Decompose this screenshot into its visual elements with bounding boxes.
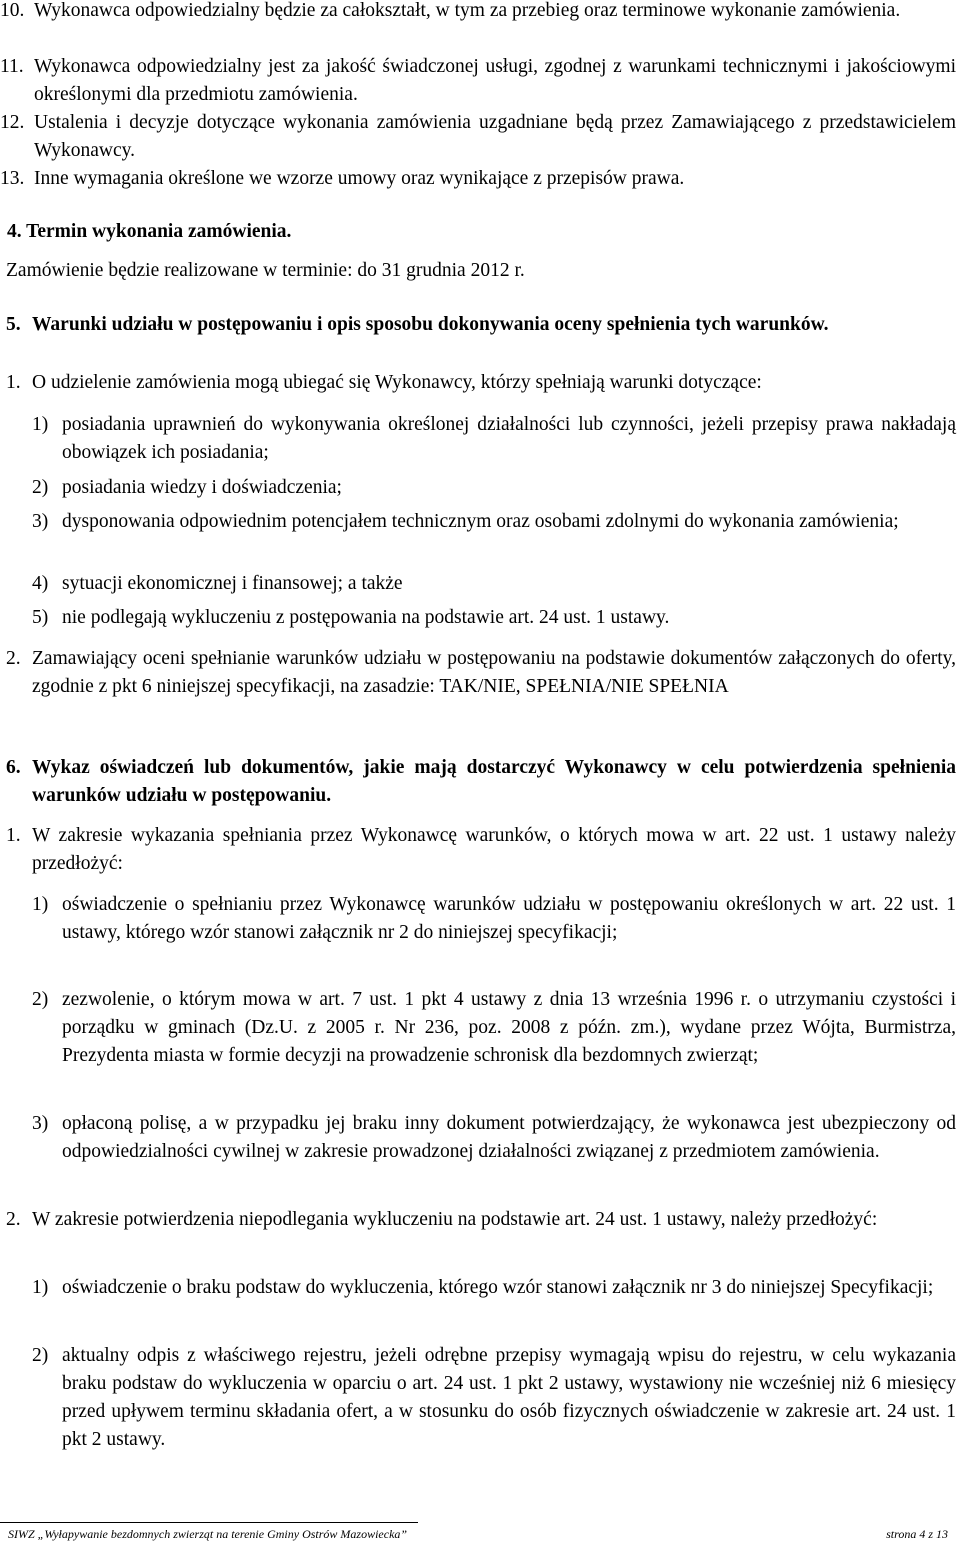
page-footer [8,1526,948,1542]
list-item-number: 1) [32,894,49,915]
footer-divider [0,1522,418,1523]
list-item [32,570,956,598]
paragraph-text: Zamawiający oceni spełnianie warunków udziału w postępowaniu na podstawie dokumentów załączonych do oferty, zgodnie z pkt 6 niniejszej specyfikacji, na zasadzie: TAK/NIE, SPEŁNIA/NIE SPEŁNIA [32,648,956,697]
list-item-text: Wykonawca odpowiedzialny jest za jakość świadczonej usługi, zgodnej z warunkami technicznymi i jakościowymi określonymi dla przedmiotu zamówienia. [34,56,956,105]
list-item-number: 3) [32,1113,49,1134]
paragraph-number: 1. [6,372,21,393]
paragraph-text: O udzielenie zamówienia mogą ubiegać się Wykonawcy, którzy spełniają warunki dotyczące: [32,372,762,393]
section-5-title: Warunki udziału w postępowaniu i opis sposobu dokonywania oceny spełnienia tych warunków. [32,314,829,335]
list-item-text: Ustalenia i decyzje dotyczące wykonania zamówienia uzgadniane będą przez Zamawiającego z przedstawicielem Wykonawcy. [34,112,956,161]
list-item-number: 5) [32,607,49,628]
list-item-number: 4) [32,573,49,594]
list-item-text: zezwolenie, o którym mowa w art. 7 ust. 1 pkt 4 ustawy z dnia 13 września 1996 r. o utrzymaniu czystości i porządku w gminach (Dz.U. z 2005 r. Nr 236, poz. 2008 z późn. zm.), wydane przez Wójta, Burmistrza, Prezydenta miasta w formie decyzji na prowadzenie schronisk dla bezdomnych zwierząt; [62,989,956,1066]
section-6-title: Wykaz oświadczeń lub dokumentów, jakie mają dostarczyć Wykonawcy w celu potwierdzenia spełnienia warunków udziału w postępowaniu. [32,757,956,806]
list-item [0,53,956,109]
list-item [32,508,956,536]
list-item-text: Inne wymagania określone we wzorze umowy oraz wynikające z przepisów prawa. [34,168,685,189]
list-item-text: oświadczenie o braku podstaw do wykluczenia, którego wzór stanowi załącznik nr 3 do niniejszej Specyfikacji; [62,1277,934,1298]
list-item-text: Wykonawca odpowiedzialny będzie za całokształt, w tym za przebieg oraz terminowe wykonanie zamówienia. [34,0,901,21]
section-6-heading [6,754,956,810]
section-6-paragraph-2 [6,1206,956,1234]
list-item-text: sytuacji ekonomicznej i finansowej; a także [62,573,403,594]
section-4-heading: 4. Termin wykonania zamówienia. [7,221,292,242]
paragraph-number: 2. [6,648,21,669]
list-item-text: nie podlegają wykluczeniu z postępowania na podstawie art. 24 ust. 1 ustawy. [62,607,670,628]
list-item [32,1342,956,1454]
paragraph-number: 1. [6,825,21,846]
list-item-text: oświadczenie o spełnianiu przez Wykonawcę warunków udziału w postępowaniu określonych w art. 22 ust. 1 ustawy, którego wzór stanowi załącznik nr 2 do niniejszej specyfikacji; [62,894,956,943]
list-item-number: 10. [0,0,25,21]
list-item-number: 2) [32,989,49,1010]
section-6-number: 6. [6,757,21,778]
list-item-text: posiadania uprawnień do wykonywania określonej działalności lub czynności, jeżeli przepisy prawa nakładają obowiązek ich posiadania; [62,414,956,463]
list-item-number: 2) [32,1345,49,1366]
list-item-text: dysponowania odpowiednim potencjałem technicznym oraz osobami zdolnymi do wykonania zamówienia; [62,511,899,532]
list-item-number: 1) [32,1277,49,1298]
list-item [32,1274,956,1302]
footer-page-number: strona 4 z 13 [886,1527,948,1541]
section-5-heading [6,311,956,339]
list-item [0,109,956,165]
list-item-number: 13. [0,168,25,189]
list-item [0,0,956,25]
list-item [32,986,956,1070]
paragraph-number: 2. [6,1209,21,1230]
list-item-number: 12. [0,112,25,133]
paragraph-text: W zakresie wykazania spełniania przez Wykonawcę warunków, o których mowa w art. 22 ust. 1 ustawy należy przedłożyć: [32,825,956,874]
paragraph-text: W zakresie potwierdzenia niepodlegania wykluczeniu na podstawie art. 24 ust. 1 ustawy, należy przedłożyć: [32,1209,878,1230]
section-5-number: 5. [6,314,21,335]
list-item-text: opłaconą polisę, a w przypadku jej braku inny dokument potwierdzający, że wykonawca jest ubezpieczony od odpowiedzialności cywilnej w zakresie prowadzonej działalności związanej z przedmiotem zamówienia. [62,1113,956,1162]
section-5-paragraph-2 [6,645,956,701]
section-6-paragraph-1 [6,822,956,878]
list-item [32,411,956,467]
list-item-number: 1) [32,414,49,435]
list-item [32,1110,956,1166]
list-item [32,604,956,632]
footer-document-title: SIWZ „Wyłapywanie bezdomnych zwierząt na terenie Gminy Ostrów Mazowiecka” [8,1527,408,1541]
section-5-paragraph-1 [6,369,956,397]
list-item [0,165,956,193]
list-item-number: 3) [32,511,49,532]
section-4-text: Zamówienie będzie realizowane w terminie: do 31 grudnia 2012 r. [6,260,525,281]
list-item [32,891,956,947]
list-item-number: 11. [0,56,24,77]
list-item-text: posiadania wiedzy i doświadczenia; [62,477,342,498]
list-item [32,474,956,502]
list-item-number: 2) [32,477,49,498]
list-item-text: aktualny odpis z właściwego rejestru, jeżeli odrębne przepisy wymagają wpisu do rejestru, w celu wykazania braku podstaw do wykluczenia w oparciu o art. 24 ust. 1 pkt 2 ustawy, wystawiony nie wcześniej niż 6 miesięcy przed upływem terminu składania ofert, a w stosunku do osób fizycznych oświadczenie w zakresie art. 24 ust. 1 pkt 2 ustawy. [62,1345,956,1450]
